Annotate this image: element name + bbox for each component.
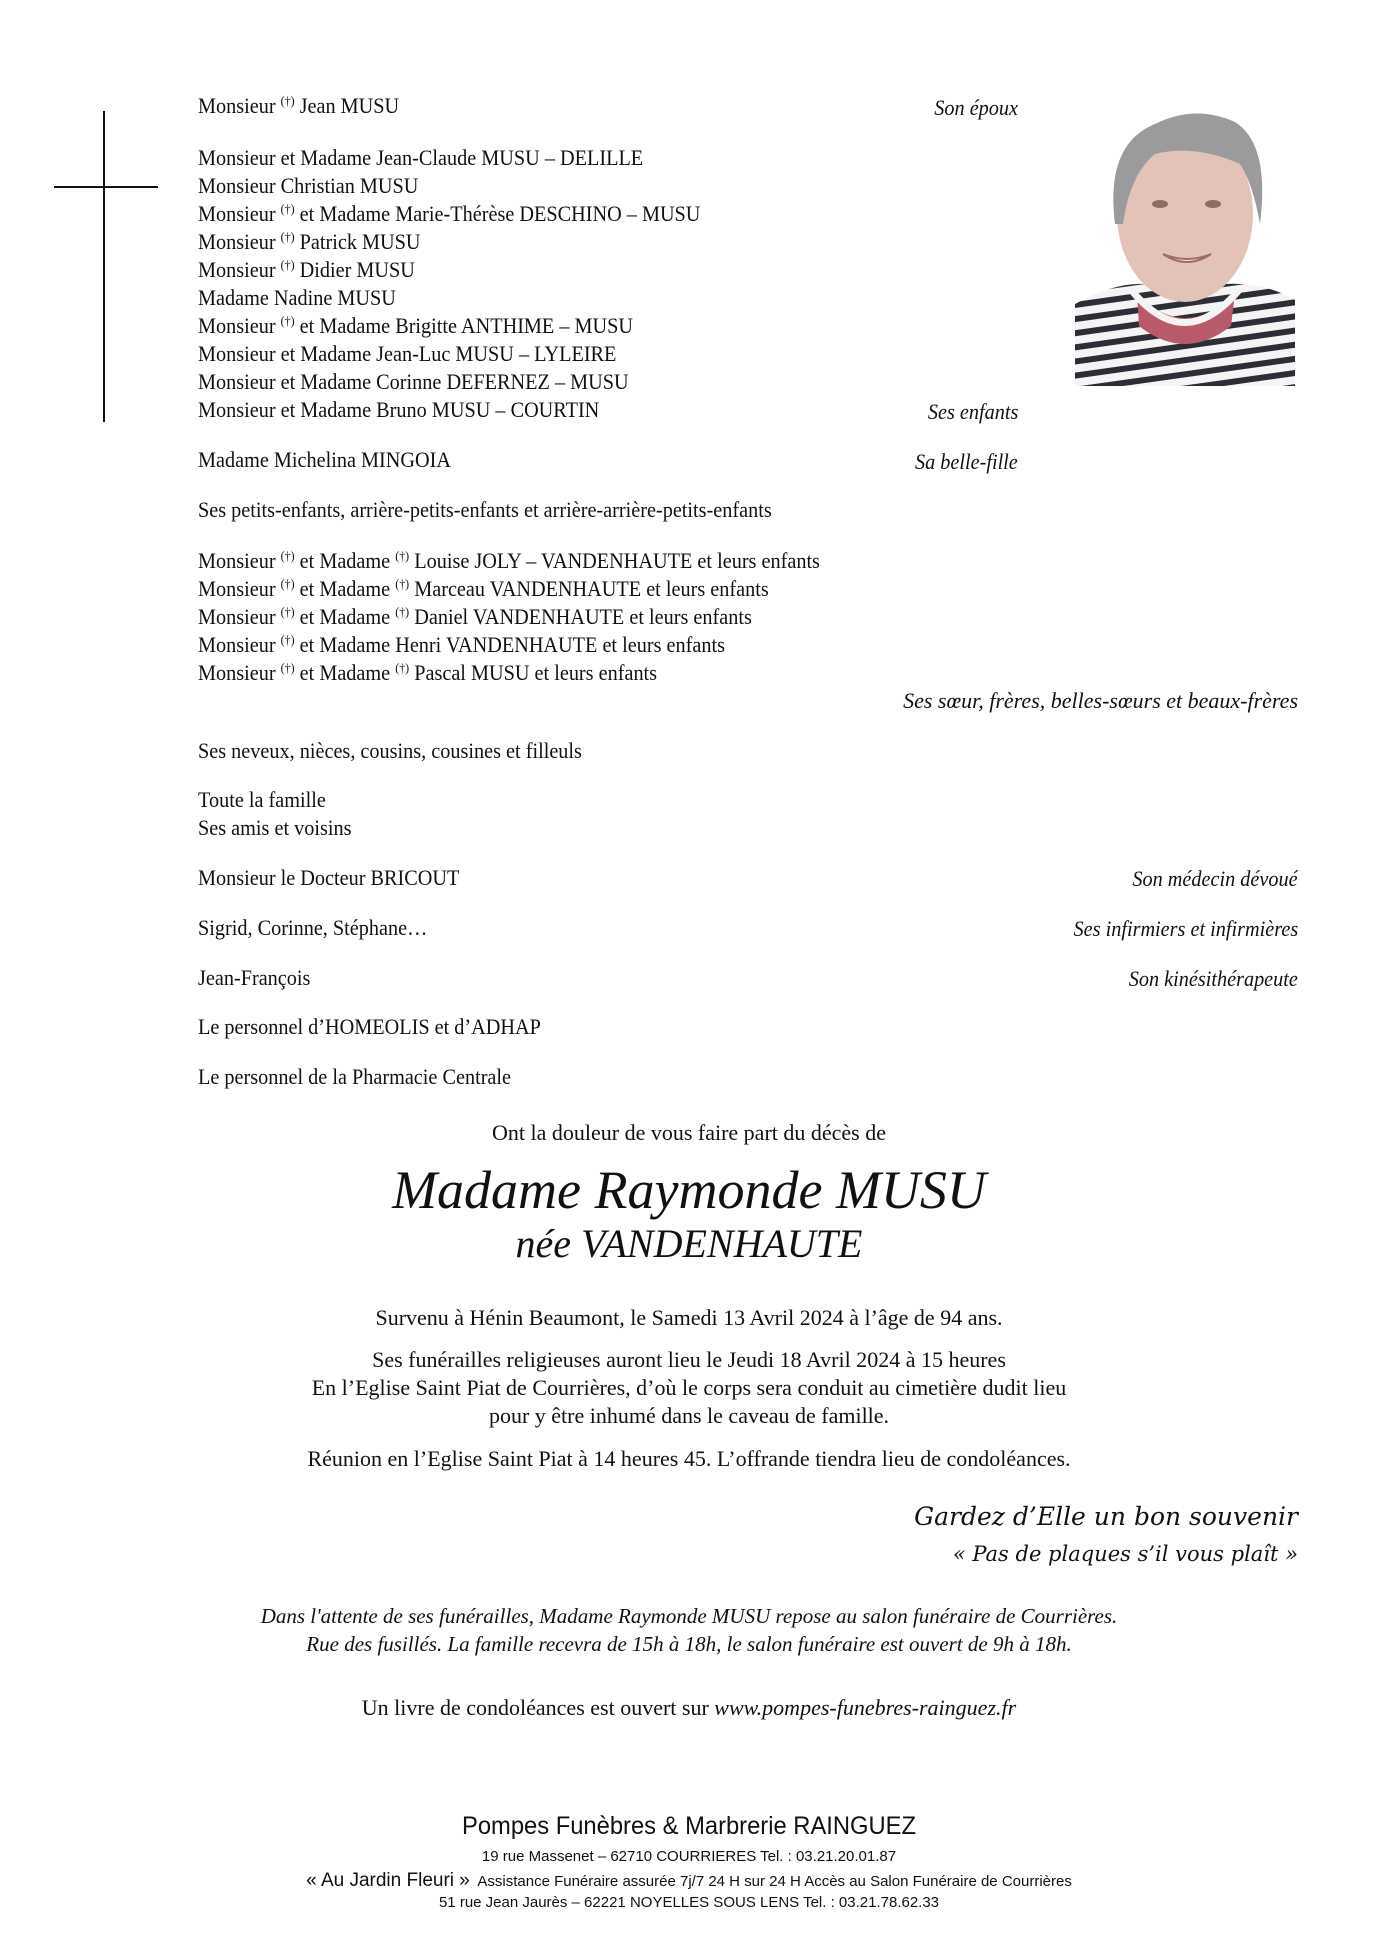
doctor-relation: Son médecin dévoué [1132, 866, 1298, 891]
funeral-line-1: Ses funérailles religieuses auront lieu le Jeudi 18 Avril 2024 à 15 heures [372, 1347, 1006, 1372]
funeral-line-2: En l’Eglise Saint Piat de Courrières, d’où le corps sera conduit au cimetière dudit lieu [311, 1375, 1067, 1400]
rest-line-2: Rue des fusillés. La famille recevra de 15h à 18h, le salon funéraire est ouvert de 9h à 18h. [306, 1632, 1072, 1656]
sibling-line: Monsieur (†) et Madame Henri VANDENHAUTE et leurs enfants [198, 632, 725, 657]
doctor-name: Monsieur le Docteur BRICOUT [198, 865, 460, 890]
daughter-in-law-name: Madame Michelina MINGOIA [198, 447, 451, 472]
condolences-line: Un livre de condoléances est ouvert sur www.pompes-funebres-rainguez.fr [361, 1695, 1017, 1720]
all-family-line: Toute la famille [198, 787, 326, 812]
child-line: Monsieur (†) et Madame Marie-Thérèse DESCHINO – MUSU [198, 201, 701, 226]
daughter-in-law-relation: Sa belle-fille [915, 449, 1018, 474]
garden-name: « Au Jardin Fleuri » [306, 1870, 470, 1891]
child-line: Monsieur et Madame Jean-Luc MUSU – LYLEIRE [198, 341, 617, 366]
no-plaques-line: « Pas de plaques s’il vous plaît » [952, 1542, 1298, 1566]
company-services: « Au Jardin Fleuri » Assistance Funéraire assurée 7j/7 24 H sur 24 H Accès au Salon Funéraire de Courrières [306, 1870, 1072, 1891]
friends-line: Ses amis et voisins [198, 815, 352, 840]
child-line: Monsieur et Madame Bruno MUSU – COURTIN [198, 397, 600, 422]
sibling-line: Monsieur (†) et Madame (†) Daniel VANDENHAUTE et leurs enfants [198, 604, 752, 629]
nephews-line: Ses neveux, nièces, cousins, cousines et filleuls [198, 738, 582, 763]
pharmacy-line: Le personnel de la Pharmacie Centrale [198, 1064, 512, 1089]
company-address-1: 19 rue Massenet – 62710 COURRIERES Tel. : 03.21.20.01.87 [481, 1848, 897, 1865]
spouse-name: Monsieur (†) Jean MUSU [198, 93, 400, 118]
child-line: Monsieur (†) et Madame Brigitte ANTHIME – MUSU [198, 313, 634, 338]
meeting-line: Réunion en l’Eglise Saint Piat à 14 heures 45. L’offrande tiendra lieu de condoléances. [307, 1446, 1071, 1471]
child-line: Madame Nadine MUSU [198, 285, 396, 310]
child-line: Monsieur (†) Patrick MUSU [198, 229, 421, 254]
child-line: Monsieur et Madame Jean-Claude MUSU – DELILLE [198, 145, 644, 170]
siblings-relation: Ses sœur, frères, belles-sœurs et beaux-frères [903, 688, 1298, 713]
physio-relation: Son kinésithérapeute [1128, 966, 1298, 991]
sibling-line: Monsieur (†) et Madame (†) Louise JOLY – VANDENHAUTE et leurs enfants [198, 548, 820, 573]
maiden-name: née VANDENHAUTE [515, 1221, 863, 1266]
funeral-line-3: pour y être inhumé dans le caveau de famille. [488, 1403, 890, 1428]
cross-horizontal-bar [54, 186, 158, 188]
remember-line: Gardez d’Elle un bon souvenir [914, 1502, 1298, 1531]
cross-vertical-bar [103, 111, 105, 422]
staff-line: Le personnel d’HOMEOLIS et d’ADHAP [198, 1014, 541, 1039]
company-address-2: 51 rue Jean Jaurès – 62221 NOYELLES SOUS LENS Tel. : 03.21.78.62.33 [438, 1894, 940, 1911]
physio-name: Jean-François [198, 965, 311, 990]
company-name: Pompes Funèbres & Marbrerie RAINGUEZ [461, 1812, 917, 1840]
death-details: Survenu à Hénin Beaumont, le Samedi 13 Avril 2024 à l’âge de 94 ans. [375, 1305, 1003, 1330]
announcement-intro: Ont la douleur de vous faire part du décès de [491, 1120, 887, 1145]
portrait-photo [1075, 104, 1295, 386]
nurses-relation: Ses infirmiers et infirmières [1073, 916, 1298, 941]
condolences-link[interactable]: www.pompes-funebres-rainguez.fr [714, 1695, 1017, 1720]
child-line: Monsieur Christian MUSU [198, 173, 419, 198]
sibling-line: Monsieur (†) et Madame (†) Pascal MUSU et leurs enfants [198, 660, 658, 685]
grandchildren-line: Ses petits-enfants, arrière-petits-enfants et arrière-arrière-petits-enfants [198, 497, 772, 522]
sibling-line: Monsieur (†) et Madame (†) Marceau VANDENHAUTE et leurs enfants [198, 576, 769, 601]
deceased-name: Madame Raymonde MUSU [392, 1160, 986, 1220]
child-line: Monsieur (†) Didier MUSU [198, 257, 415, 282]
rest-line-1: Dans l'attente de ses funérailles, Madame Raymonde MUSU repose au salon funéraire de Courrières. [260, 1604, 1118, 1628]
nurses-name: Sigrid, Corinne, Stéphane… [198, 915, 428, 940]
children-relation: Ses enfants [927, 399, 1018, 424]
spouse-relation: Son époux [934, 95, 1018, 120]
child-line: Monsieur et Madame Corinne DEFERNEZ – MUSU [198, 369, 629, 394]
